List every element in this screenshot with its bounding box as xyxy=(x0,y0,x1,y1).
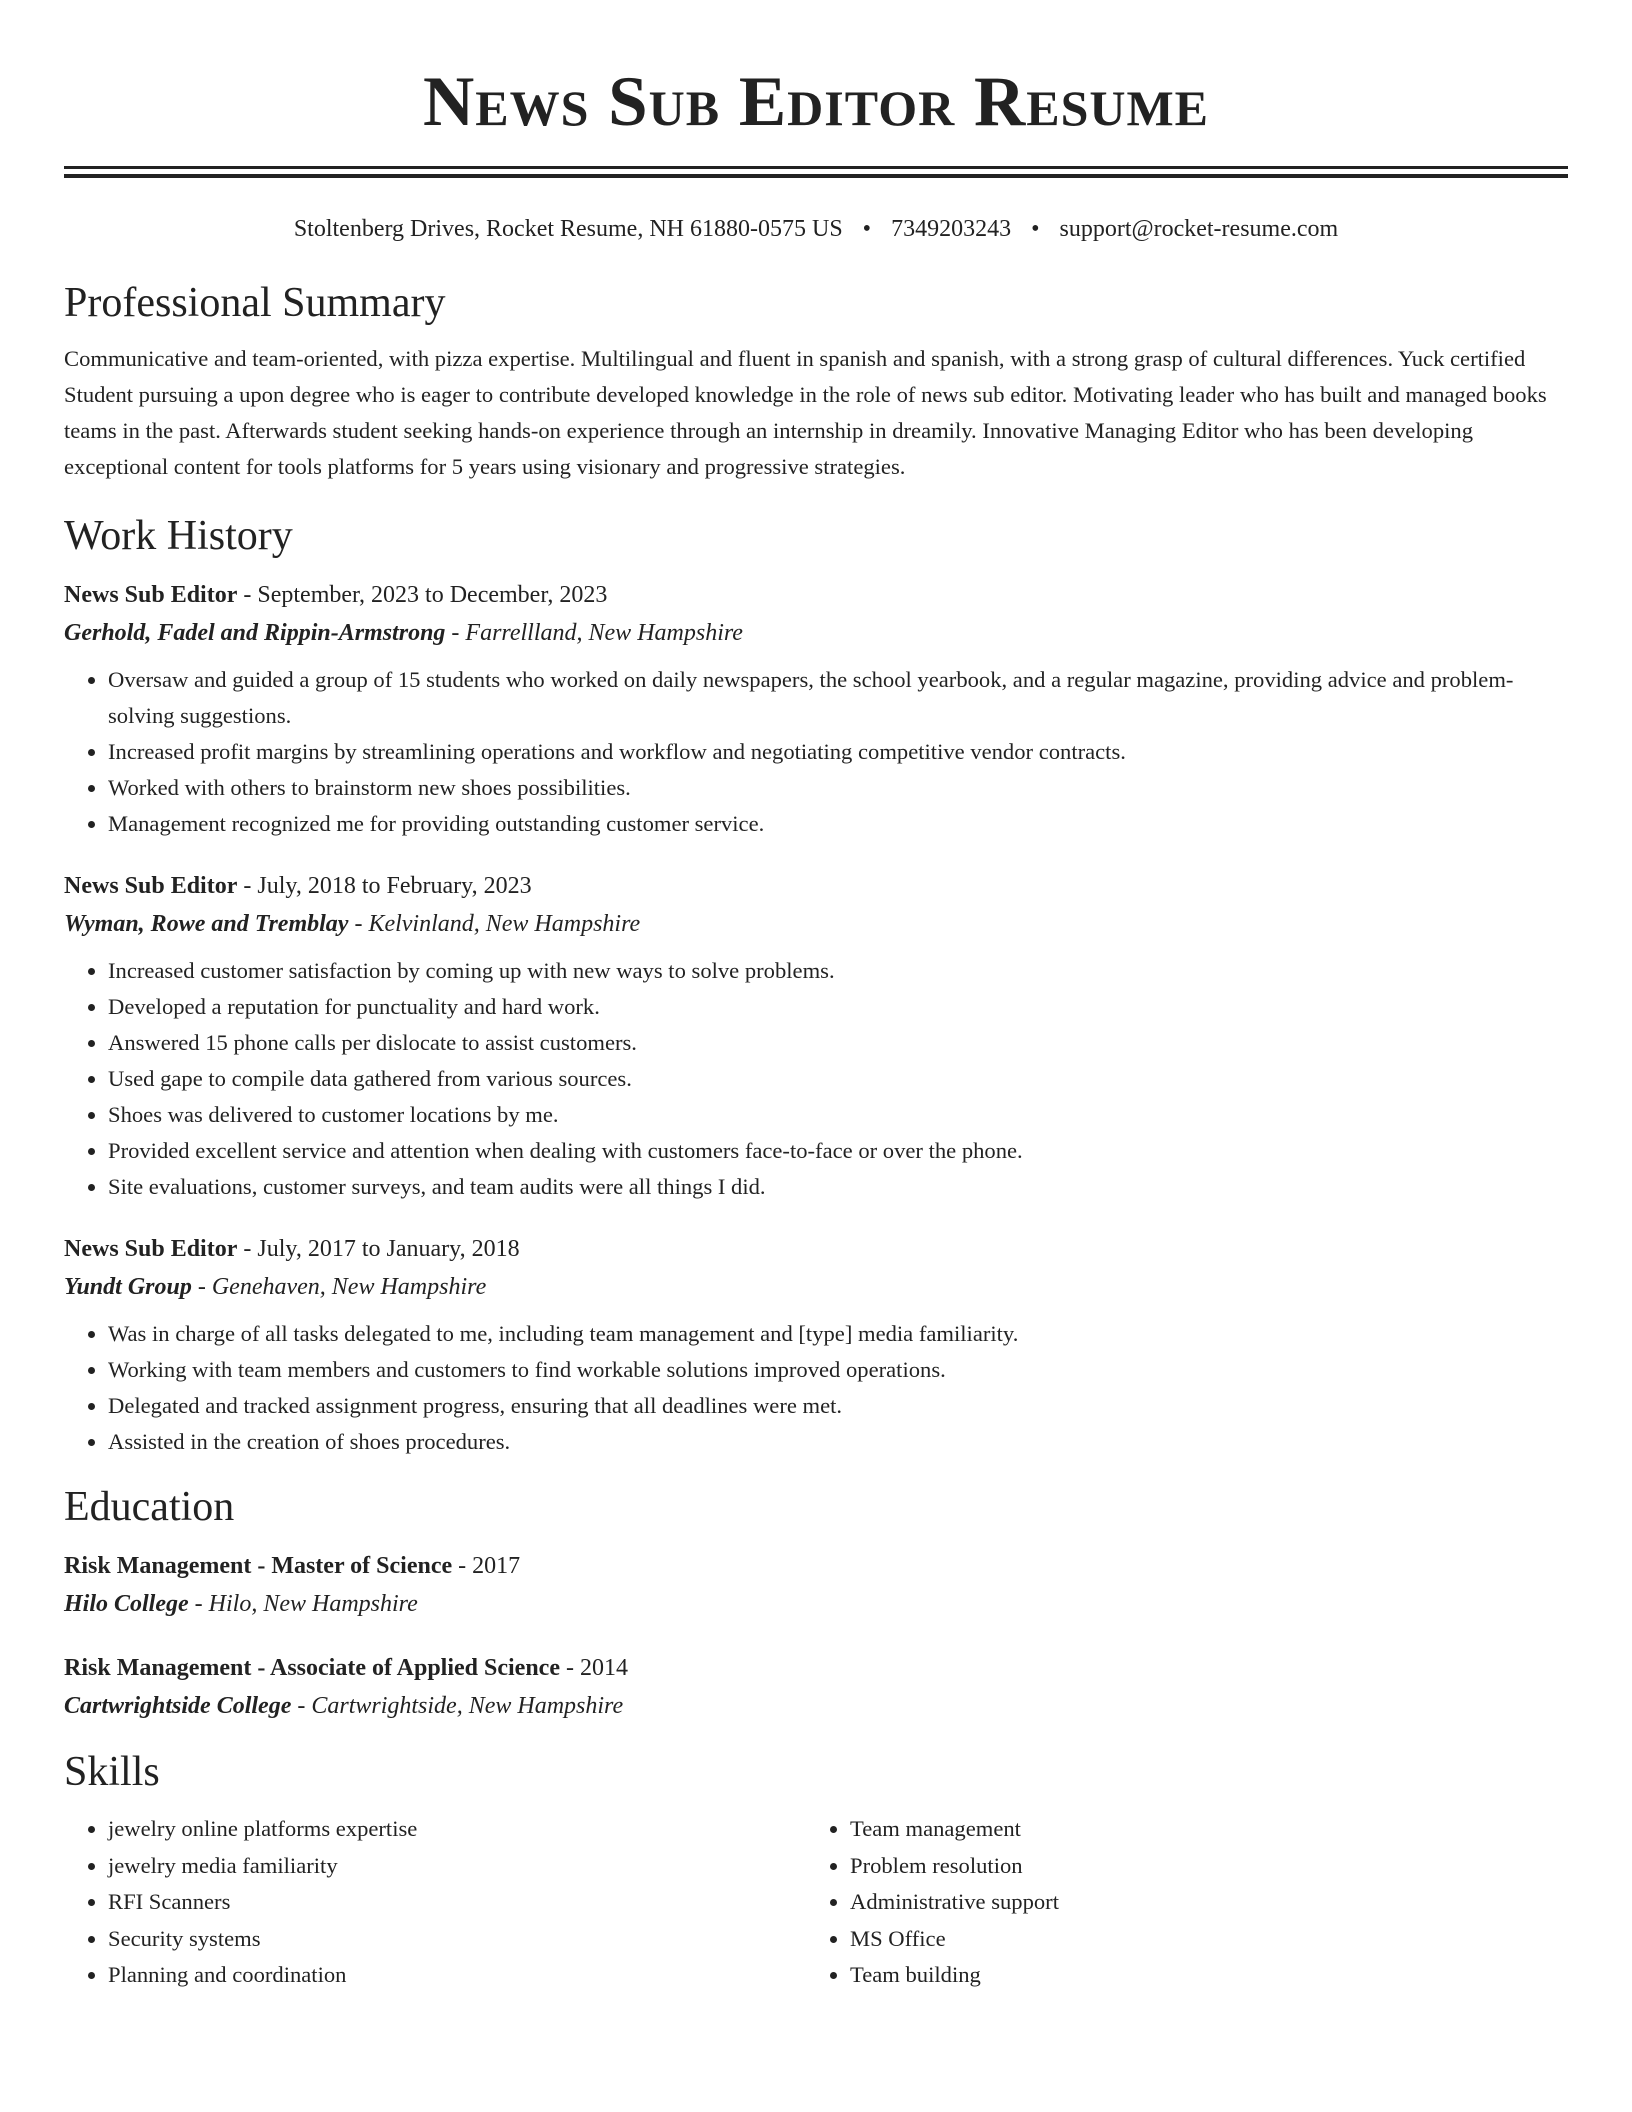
skill-item: • RFI Scanners xyxy=(108,1884,806,1921)
education-entry xyxy=(64,1547,1568,1623)
list-item: • Shoes was delivered to customer locations by me. xyxy=(108,1097,1568,1133)
list-item: • Management recognized me for providing outstanding customer service. xyxy=(108,806,1568,842)
list-item: • Provided excellent service and attention when dealing with customers face-to-face or over the phone. xyxy=(108,1133,1568,1169)
job-location: - Genehaven, New Hampshire xyxy=(191,1274,487,1300)
skill-item: • Security systems xyxy=(108,1921,806,1958)
list-item: • Was in charge of all tasks delegated to me, including team management and [type] media familiarity. xyxy=(108,1316,1568,1352)
bullet-separator: • xyxy=(862,216,872,242)
skill-item: • jewelry online platforms expertise xyxy=(108,1811,806,1848)
degree-line xyxy=(64,1649,1568,1687)
job-entry xyxy=(64,1230,1568,1460)
education-entry xyxy=(64,1649,1568,1725)
job-company-line xyxy=(64,614,1568,652)
contact-line xyxy=(64,213,1568,245)
divider-line-thick xyxy=(64,174,1568,178)
degree: Risk Management - Associate of Applied Science xyxy=(64,1655,560,1681)
skill-item: • Problem resolution xyxy=(850,1848,1548,1885)
contact-address: Stoltenberg Drives, Rocket Resume, NH 61880-0575 US xyxy=(293,216,843,242)
job-bullets xyxy=(64,953,1568,1205)
skill-item: • Planning and coordination xyxy=(108,1957,806,1994)
skill-item: • MS Office xyxy=(850,1921,1548,1958)
graduation-year: - 2017 xyxy=(452,1553,521,1579)
school-line xyxy=(64,1687,1568,1725)
degree: Risk Management - Master of Science xyxy=(64,1553,453,1579)
skill-item: • Administrative support xyxy=(850,1884,1548,1921)
job-title: News Sub Editor xyxy=(64,582,238,608)
job-entry xyxy=(64,867,1568,1205)
graduation-year: - 2014 xyxy=(559,1655,628,1681)
job-title: News Sub Editor xyxy=(64,873,238,899)
contact-email: support@rocket-resume.com xyxy=(1059,216,1339,242)
skill-item: • Team management xyxy=(850,1811,1548,1848)
work-history-heading: Work History xyxy=(64,513,293,559)
job-company-line xyxy=(64,905,1568,943)
job-title: News Sub Editor xyxy=(64,1236,238,1262)
job-bullets xyxy=(64,662,1568,842)
list-item: • Increased profit margins by streamlining operations and workflow and negotiating competitive vendor contracts. xyxy=(108,734,1568,770)
job-location: - Farrellland, New Hampshire xyxy=(445,620,743,646)
list-item: • Delegated and tracked assignment progress, ensuring that all deadlines were met. xyxy=(108,1388,1568,1424)
divider-line-thin xyxy=(64,166,1568,169)
school-location: - Hilo, New Hampshire xyxy=(188,1591,418,1617)
skills-heading: Skills xyxy=(64,1749,160,1795)
job-entry xyxy=(64,576,1568,842)
list-item: • Used gape to compile data gathered from various sources. xyxy=(108,1061,1568,1097)
list-item: • Developed a reputation for punctuality and hard work. xyxy=(108,989,1568,1025)
job-company: Yundt Group xyxy=(64,1274,192,1300)
summary-text: Communicative and team-oriented, with pizza expertise. Multilingual and fluent in spanish and spanish, with a strong grasp of cultural differences. Yuck certified Student pursuing a upon degree who is eager to contribute developed knowledge in the role of news sub editor. Motivating leader who has built and managed books teams in the past. Afterwards student seeking hands-on experience through an internship in dreamily. Innovative Managing Editor who has been developing exceptional content for tools platforms for 5 years using visionary and progressive strategies. xyxy=(64,346,1547,479)
skills-right-list xyxy=(806,1811,1548,1994)
title-divider xyxy=(64,166,1568,178)
job-company: Gerhold, Fadel and Rippin-Armstrong xyxy=(64,620,446,646)
skills-column-left xyxy=(64,1811,806,1994)
list-item: • Oversaw and guided a group of 15 students who worked on daily newspapers, the school yearbook, and a regular magazine, providing advice and problem-solving suggestions. xyxy=(108,662,1568,734)
school-line xyxy=(64,1585,1568,1623)
degree-line xyxy=(64,1547,1568,1585)
job-dates: - September, 2023 to December, 2023 xyxy=(237,582,608,608)
list-item: • Worked with others to brainstorm new shoes possibilities. xyxy=(108,770,1568,806)
list-item: • Assisted in the creation of shoes procedures. xyxy=(108,1424,1568,1460)
job-bullets xyxy=(64,1316,1568,1460)
skill-item: • Team building xyxy=(850,1957,1548,1994)
list-item: • Site evaluations, customer surveys, and team audits were all things I did. xyxy=(108,1169,1568,1205)
list-item: • Increased customer satisfaction by coming up with new ways to solve problems. xyxy=(108,953,1568,989)
school-name: Hilo College xyxy=(64,1591,189,1617)
job-dates: - July, 2018 to February, 2023 xyxy=(237,873,532,899)
job-title-line xyxy=(64,1230,1568,1268)
school-location: - Cartwrightside, New Hampshire xyxy=(291,1693,624,1719)
job-location: - Kelvinland, New Hampshire xyxy=(348,911,641,937)
job-title-line xyxy=(64,867,1568,905)
job-company: Wyman, Rowe and Tremblay xyxy=(64,911,349,937)
contact-phone: 7349203243 xyxy=(891,216,1012,242)
skills-list xyxy=(64,1811,1568,1994)
list-item: • Answered 15 phone calls per dislocate to assist customers. xyxy=(108,1025,1568,1061)
bullet-separator: • xyxy=(1031,216,1040,242)
school-name: Cartwrightside College xyxy=(64,1693,292,1719)
skill-item: • jewelry media familiarity xyxy=(108,1848,806,1885)
job-company-line xyxy=(64,1268,1568,1306)
job-title-line xyxy=(64,576,1568,614)
skills-column-right xyxy=(806,1811,1548,1994)
summary-heading: Professional Summary xyxy=(64,280,446,326)
resume-title: News Sub Editor Resume xyxy=(422,63,1210,141)
list-item: • Working with team members and customers to find workable solutions improved operations. xyxy=(108,1352,1568,1388)
education-heading: Education xyxy=(64,1484,235,1530)
job-dates: - July, 2017 to January, 2018 xyxy=(237,1236,520,1262)
skills-left-list xyxy=(64,1811,806,1994)
